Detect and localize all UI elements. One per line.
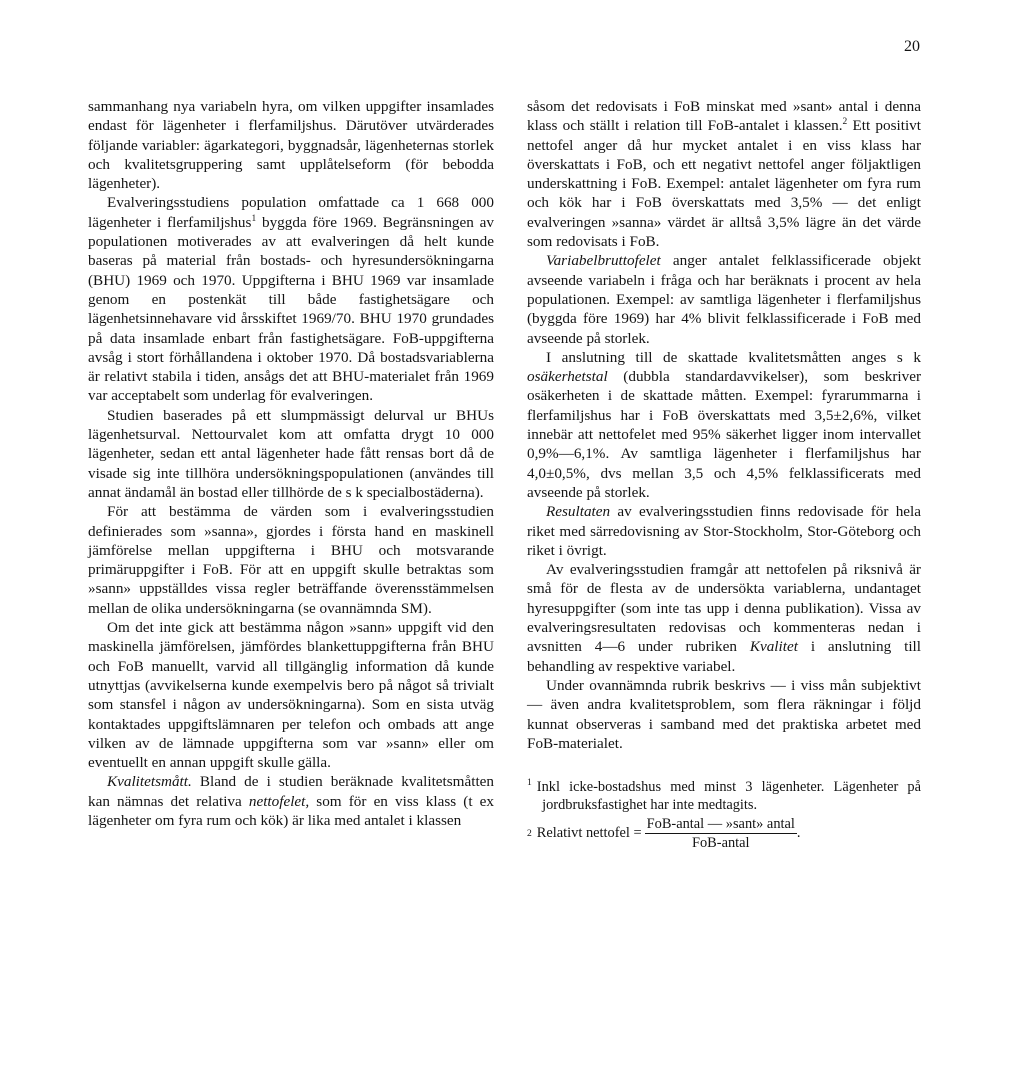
paragraph [527, 502, 921, 560]
paragraph [88, 193, 494, 405]
footnote-2: 2 Relativt nettofel = $\frac{\text{FoB-antal — »sant» antal}}{\text{FoB-antal}}$ . [527, 816, 801, 852]
paragraph-text: Bland de i studien beräknade kvalitetsmåtten kan nämnas det relativa [88, 773, 494, 810]
paragraph-text: Ett positivt nettofel anger då hur mycket antalet i en viss klass har överskattats i FoB, och ett negativt nettofel anger följaktligen underskattning i FoB. Exempel: antalet lägenheter om fyra rum och kök har i FoB överskattats med 3,5% — det enligt evalveringen »sanna» värdet är alltså 3,5% lägre än det värde som redovisats i FoB. [527, 117, 921, 251]
footnote-marker: 1 [527, 777, 532, 789]
term: osäkerhetstal [527, 368, 608, 386]
paragraph [527, 251, 921, 347]
page-number: 20 [904, 38, 920, 55]
paragraph-text: såsom det redovisats i FoB minskat med »sant» antal i denna klass och ställt i relation till FoB-antalet i klassen. [527, 98, 921, 135]
term: Variabelbruttofelet [546, 252, 661, 270]
paragraph-text: anger antalet felklassificerade objekt avseende variabeln i fråga och har beräknats i procent av hela populationen. Exempel: av samtliga lägenheter i flerfamiljshus (byggda före 1969) har 4% blivit felklassificerade i FoB med avseende på storlek. [527, 252, 921, 347]
paragraph [88, 772, 494, 830]
footnote-ref: 2 [842, 117, 848, 128]
paragraph-text: i anslutning till behandling av respektive variabel. [527, 638, 921, 675]
paragraph-text: (dubbla standardavvikelser), som beskriver osäkerheten i de skattade måtten. Exempel: fyrarummarna i flerfamiljshus har i FoB överskattats med 3,5±2,6%, vilket innebär att nettofelet med 95% säkerhet ligger inom intervallet 0,9%—6,1%. Av samtliga lägenheter i flerfamiljshus har 4,0±0,5%, dvs mellan 3,5 och 4,5% felklassificerats med avseende på storlek. [527, 368, 921, 501]
paragraph-text: Evalveringsstudiens population omfattade ca 1 668 000 lägenheter i flerfamiljshus [88, 194, 494, 231]
left-column [88, 97, 494, 830]
term: Kvalitet [749, 638, 798, 656]
term: Resultaten [546, 503, 611, 521]
footnote-1 [527, 779, 921, 814]
paragraph: Under ovannämnda rubrik beskrivs — i viss mån subjektivt — även andra kvalitetsproblem, som flera räkningar i följd kunnat observeras i samband med det praktiska arbetet med FoB-materialet. [527, 676, 921, 752]
footnote-ref: 1 [251, 213, 257, 224]
right-column [527, 97, 921, 753]
footnote-text: Inkl icke-bostadshus med minst 3 lägenheter. Lägenheter på jordbruksfastighet har inte medtagits. [536, 779, 921, 813]
paragraph [527, 348, 921, 502]
paragraph: Studien baserades på ett slumpmässigt delurval ur BHUs lägenhetsurval. Nettourvalet kom att omfatta drygt 10 000 lägenheter, sedan ett antal lägenheter hade fått rensas bort då de visade sig inte tillhöra undersökningspopulationen (användes till annat ändamål än bostad eller tillhörde de s k specialbostäderna). [88, 406, 494, 501]
paragraph [527, 560, 921, 676]
paragraph-text: av evalveringsstudien finns redovisade för hela riket med särredovisning av Stor-Stockholm, Stor-Göteborg och riket i övrigt. [527, 503, 921, 559]
formula-denominator: FoB-antal [691, 835, 750, 852]
paragraph-text: byggda före 1969. Begränsningen av populationen motiverades av att evalveringen då helt kunde baseras på material från bostads- och hyresundersökningarna (BHU) 1969 och 1970. Uppgifterna i BHU 1969 var insamlade genom en postenkät till både fastighetsägare och lägenhetsinnehavare vid årsskiftet 1969/70. BHU 1970 grundades på data insamlade enbart från fastighetsägare. FoB-uppgifterna avsåg i stort förhållandena i oktober 1970. Då bostadsvariablerna är relativt stabila i tiden, ansågs det att BHU-materialet från 1969 var acceptabelt som underlag för evalveringen. [88, 213, 494, 405]
footnotes [527, 779, 921, 851]
paragraph: sammanhang nya variabeln hyra, om vilken uppgifter insamlades endast för lägenheter i flerfamiljshus. Därutöver utvärderades följande variabler: ägarkategori, byggnadsår, lägenheternas storlek och kvalitetsgruppering samt upplåtelseform (för bebodda lägenheter). [88, 98, 494, 193]
paragraph-text: Av evalveringsstudien framgår att nettofelen på riksnivå är små för de flesta av de undersökta variablerna, undantaget hyresuppgifter (som inte tas upp i denna publikation). Vissa av evalveringsresultaten redovisas och kommenteras nedan i avsnitten 4—6 under rubriken [527, 561, 921, 656]
formula-numerator: FoB-antal — »sant» antal [646, 816, 795, 833]
paragraph-text: som för en viss klass (t ex lägenheter om fyra rum och kök) är lika med antalet i klassen [88, 792, 494, 829]
term: nettofelet, [248, 792, 310, 810]
paragraph: För att bestämma de värden som i evalveringsstudien definierades som »sanna», gjordes i första hand en maskinell jämförelse mellan uppgifterna i BHU och motsvarande primäruppgifter i FoB. För att en uppgift skulle betraktas som »sann» uppställdes vissa regler beträffande överensstämmelsen mellan de olika undersökningarna (se ovannämnda SM). [88, 503, 494, 617]
formula-fraction [645, 816, 797, 851]
paragraph: Om det inte gick att bestämma någon »sann» uppgift vid den maskinella jämförelsen, jämfördes blankettuppgifterna från BHU och FoB manuellt, varvid all tillgänglig information då kunde utnyttjas (avvikelserna kunde exempelvis bero på något så trivialt som stansfel i någon av undersökningarna). Som en sista utväg kontaktades uppgiftslämnaren per telefon och ombads att ange vilken av de lämnade uppgifterna som var »sann» eller om eventuellt en annan uppgift skulle gälla. [88, 619, 494, 772]
formula-end: . [796, 824, 801, 841]
section-heading: Kvalitetsmått. [107, 773, 192, 791]
paragraph [527, 97, 921, 251]
formula-label: Relativt nettofel = [536, 824, 642, 841]
paragraph-text: I anslutning till de skattade kvalitetsmåtten anges s k [546, 348, 921, 366]
